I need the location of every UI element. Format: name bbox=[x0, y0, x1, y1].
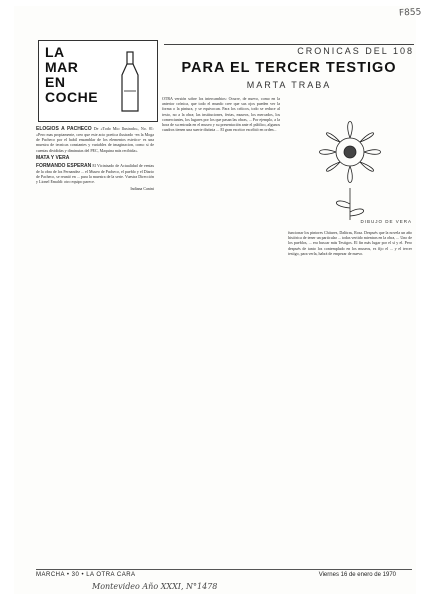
column-title-line: COCHE bbox=[45, 89, 99, 105]
column-left bbox=[36, 126, 154, 586]
body-text: De «Todo Mio Ilustrado», No. 81: «Pero mas propiamente, creo que este acto poetica ilustrado -en la Moga de Pacheco por el habil ensamblar de los elementos estetico- es una muestra de tecnicas constantes y variables de imaginacion, como si de cuentas divididas y diminutas del PEC, Maquina más recibida». bbox=[36, 126, 154, 153]
flower-illustration bbox=[288, 96, 412, 224]
illustration-caption: DIBUJO DE VERA bbox=[360, 219, 412, 224]
column-title-line: EN bbox=[45, 74, 66, 90]
body-text: funcionar los pintores Chitares, Dalitras, Rosa. Después que la novela un año histórica de tener un particular ... todas vertido mientras en la obra, ... Uno de los pueblos, ... era buscar más Testigos. El fin más lugar por el sí y el. Pero después de tanto los contemplado en los museos, es fijo el ... y el tercer testigo, para verla, habrá de empezar de nuevo. bbox=[288, 230, 412, 256]
handwritten-archive-note: F855 bbox=[398, 7, 422, 19]
column-center bbox=[162, 96, 280, 586]
header-rule bbox=[164, 44, 414, 45]
byline: MARTA TRABA bbox=[246, 80, 332, 90]
column-title-line: LA bbox=[45, 44, 65, 60]
footer-rule bbox=[36, 569, 412, 570]
body-text: El Vicinisado de Actualidad de ventas de la obra de los Fernandez ... el Museo de Pacheco, el pueblo y el Diario de Pacheco, se reunió en ... para la muestra de la serie. Vuestra Dirección y Lionel Emaldi: otro equipo parece. bbox=[36, 162, 154, 185]
article-title: PARA EL TERCER TESTIGO bbox=[181, 60, 397, 76]
subheading: MATA Y VERA bbox=[36, 154, 70, 161]
signature: Indiana Canini bbox=[130, 186, 154, 192]
section-heading: CRONICAS DEL 108 bbox=[297, 46, 414, 56]
subheading: ELOGIOS A PACHECO bbox=[36, 126, 92, 132]
footer-date: Viernes 16 de enero de 1970 bbox=[318, 572, 396, 578]
column-title-box bbox=[38, 40, 158, 122]
subheading: FORMANDO ESPERAN bbox=[36, 162, 92, 169]
bottle-icon bbox=[119, 51, 141, 113]
newspaper-page bbox=[14, 6, 422, 594]
column-title-line: MAR bbox=[45, 59, 79, 75]
column-title bbox=[45, 45, 105, 105]
column-right bbox=[288, 230, 412, 586]
footer-publication: MARCHA • 30 • LA OTRA CARA bbox=[36, 572, 136, 578]
body-text: OTRA versión sobre los intercambios: Ocurre, de nuevo, como en la anterior crónica, que todo el mundo cree que sus ojos pueden ver la forma o la pintura, y se equivocan. Para los críticos, todo se reduce al texto, no a la obra; las instituciones, ferias, museos, los mercados, los comerciantes, los lugares por los que pasan las obras, ... Por ejemplo, a la hora de su entrada en el museo y su presentación ante el público, algunos cuadros tienen una suerte distinta ... El gran escritor escribió en orden... bbox=[162, 96, 280, 133]
handwritten-issue-note: Montevideo Año XXXI, N°1478 bbox=[92, 582, 218, 591]
